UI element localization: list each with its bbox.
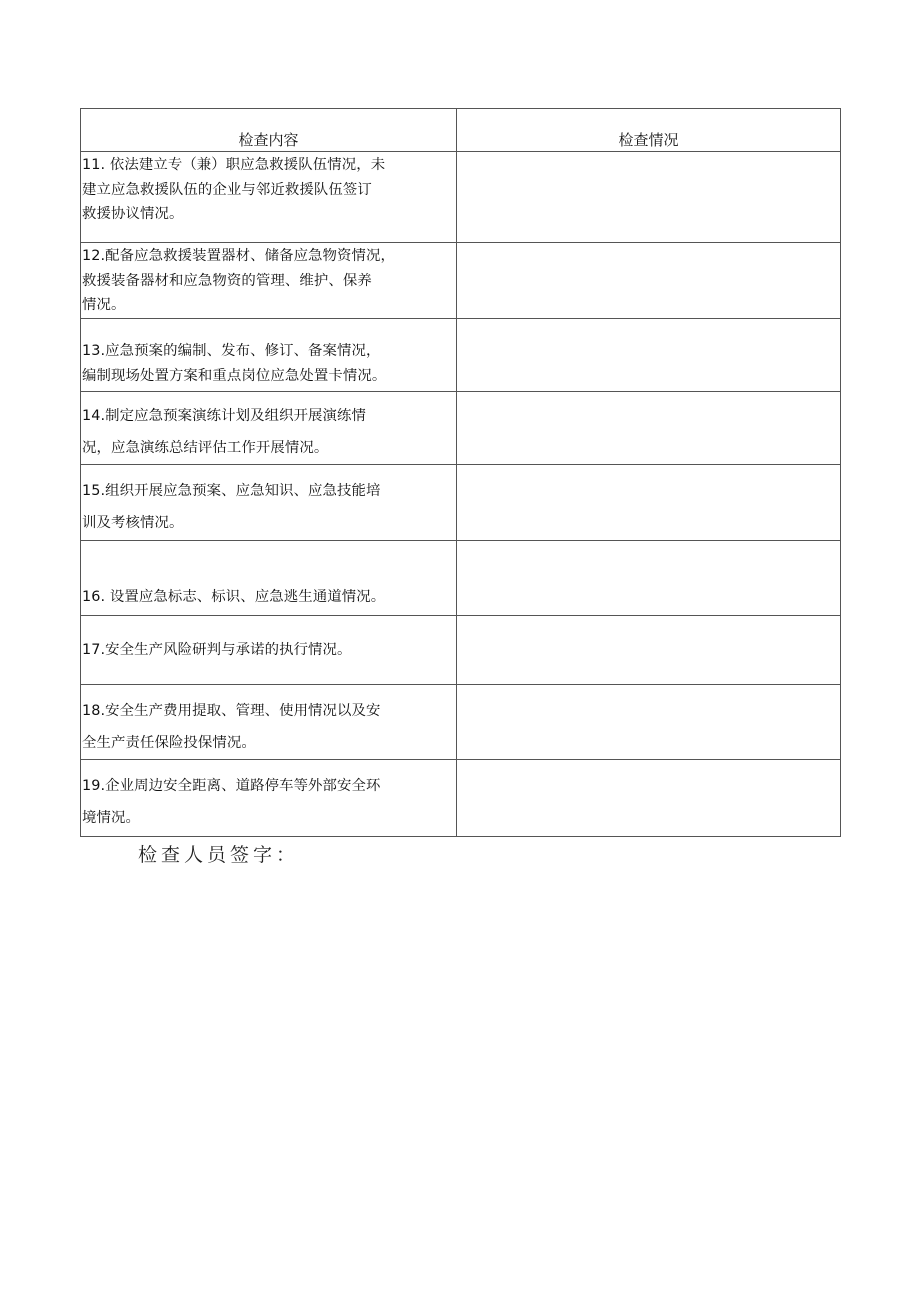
inspector-signature-label: 检查人员签字： [138, 844, 300, 866]
table-row [81, 685, 841, 760]
table-row [81, 243, 841, 319]
table-row [81, 541, 841, 616]
table-row [81, 465, 841, 541]
item-cell [81, 319, 457, 392]
item-cell [81, 760, 457, 837]
item-cell [81, 685, 457, 760]
table-row [81, 152, 841, 243]
status-cell[interactable] [457, 319, 841, 392]
status-cell[interactable] [457, 465, 841, 541]
item-cell [81, 465, 457, 541]
item-text: 11. 依法建立专（兼）职应急救援队伍情况，未 建立应急救援队伍的企业与邻近救援队伍签订 救援协议情况。 [82, 157, 386, 222]
status-cell[interactable] [457, 616, 841, 685]
table-row [81, 760, 841, 837]
item-cell [81, 616, 457, 685]
status-cell[interactable] [457, 541, 841, 616]
status-cell[interactable] [457, 243, 841, 319]
item-text: 17.安全生产风险研判与承诺的执行情况。 [82, 642, 352, 659]
status-cell[interactable] [457, 152, 841, 243]
header-status: 检查情况 [457, 109, 841, 152]
status-cell[interactable] [457, 392, 841, 465]
status-cell[interactable] [457, 685, 841, 760]
item-text: 19.企业周边安全距离、道路停车等外部安全环 境情况。 [82, 778, 381, 826]
inspection-table [80, 108, 841, 837]
item-text: 15.组织开展应急预案、应急知识、应急技能培 训及考核情况。 [82, 483, 381, 531]
table-row [81, 616, 841, 685]
header-content: 检查内容 [81, 109, 457, 152]
item-cell [81, 152, 457, 243]
table-row [81, 392, 841, 465]
item-cell [81, 243, 457, 319]
item-text: 14.制定应急预案演练计划及组织开展演练情 况，应急演练总结评估工作开展情况。 [82, 408, 367, 456]
item-cell [81, 392, 457, 465]
table-row [81, 319, 841, 392]
item-text: 18.安全生产费用提取、管理、使用情况以及安 全生产责任保险投保情况。 [82, 703, 381, 751]
item-cell [81, 541, 457, 616]
item-text: 13.应急预案的编制、发布、修订、备案情况， 编制现场处置方案和重点岗位应急处置卡情况。 [82, 343, 387, 384]
status-cell[interactable] [457, 760, 841, 837]
item-text: 16. 设置应急标志、标识、应急逃生通道情况。 [82, 588, 386, 605]
item-text: 12.配备应急救援装置器材、储备应急物资情况， 救援装备器材和应急物资的管理、维护、保养 情况。 [82, 248, 395, 313]
table-header-row [81, 109, 841, 152]
inspection-sheet [80, 108, 840, 837]
